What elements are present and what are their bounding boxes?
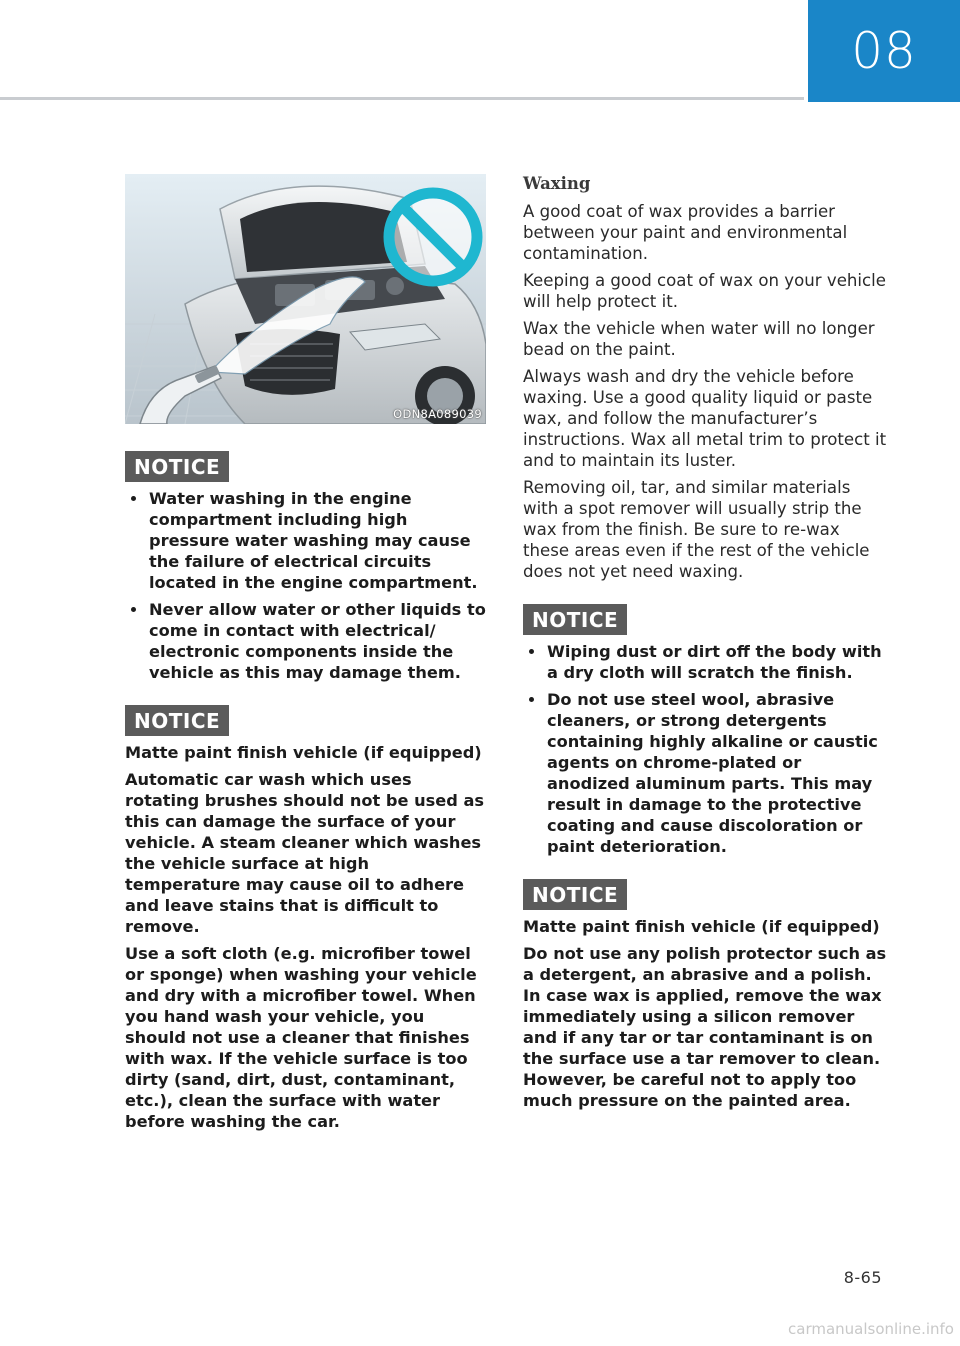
notice-label-1: NOTICE <box>125 451 229 482</box>
prohibited-icon <box>387 191 479 283</box>
notice-2-body <box>125 742 488 1138</box>
list-item <box>523 641 888 683</box>
header-rule <box>0 97 804 100</box>
list-item <box>125 599 488 683</box>
notice-paragraph: Automatic car wash which uses rotating brushes should not be used as this can damage the surface of your vehicle. A steam cleaner which washes the vehicle surface at high temperature may cause oil to adhere and leave stains that is difficult to remove. <box>125 770 485 936</box>
bullet-text: Wiping dust or dirt off the body with a dry cloth will scratch the finish. <box>547 642 882 682</box>
watermark-link[interactable]: carmanualsonline.info <box>788 1320 954 1338</box>
body-paragraph: Removing oil, tar, and similar materials with a spot remover will usually strip the wax from the finish. Be sure to re-wax these areas even if the rest of the vehicle does not yet need waxing. <box>523 478 870 581</box>
figure-code: ODN8A089039 <box>393 407 482 421</box>
notice-3-body <box>523 641 888 863</box>
body-paragraph: A good coat of wax provides a barrier between your paint and environmental contamination. <box>523 202 848 263</box>
chapter-number: 08 <box>808 0 960 102</box>
bullet-text: Water washing in the engine compartment including high pressure water washing may cause the failure of electrical circuits located in the engine compartment. <box>149 489 478 592</box>
body-paragraph: Always wash and dry the vehicle before waxing. Use a good quality liquid or paste wax, and follow the manufacturer’s instructions. Wax all metal trim to protect it and to maintain its luster. <box>523 367 887 470</box>
bullet-text: Never allow water or other liquids to come in contact with electrical/ electronic components inside the vehicle as this may damage them. <box>149 600 486 682</box>
notice-4-body <box>523 916 888 1117</box>
list-item <box>523 689 888 857</box>
notice-1-body <box>125 488 488 689</box>
list-item <box>125 488 488 593</box>
notice-paragraph: Do not use any polish protector such as a detergent, an abrasive and a polish. In case wax is applied, remove the wax immediately using a silicon remover and if any tar or tar contaminant is on the surface use a tar remover to clean. However, be careful not to apply too much pressure on the painted area. <box>523 944 887 1110</box>
body-paragraph: Keeping a good coat of wax on your vehicle will help protect it. <box>523 271 886 311</box>
notice-label-2: NOTICE <box>125 705 229 736</box>
notice-paragraph: Use a soft cloth (e.g. microfiber towel or sponge) when washing your vehicle and dry with a microfiber towel. When you hand wash your vehicle, you should not use a cleaner that finishes with wax. If the vehicle surface is too dirty (sand, dirt, dust, contaminant, etc.), clean the surface with water before washing the car. <box>125 944 477 1131</box>
page-number: 8-65 <box>843 1268 882 1287</box>
illustration-graphic <box>125 174 486 424</box>
waxing-body <box>523 201 888 588</box>
notice-label-4: NOTICE <box>523 879 627 910</box>
bullet-icon <box>131 496 136 501</box>
notice-paragraph: Matte paint finish vehicle (if equipped) <box>523 917 880 936</box>
engine-wash-illustration <box>125 174 486 424</box>
section-heading-waxing: Waxing <box>523 174 591 193</box>
notice-paragraph: Matte paint finish vehicle (if equipped) <box>125 743 482 762</box>
bullet-icon <box>131 607 136 612</box>
bullet-icon <box>529 649 534 654</box>
bullet-text: Do not use steel wool, abrasive cleaners, or strong detergents containing highly alkaline or caustic agents on chrome-plated or anodized aluminum parts. This may result in damage to the protective coating and cause discoloration or paint deterioration. <box>547 690 878 856</box>
notice-label-3: NOTICE <box>523 604 627 635</box>
body-paragraph: Wax the vehicle when water will no longer bead on the paint. <box>523 319 875 359</box>
bullet-icon <box>529 697 534 702</box>
